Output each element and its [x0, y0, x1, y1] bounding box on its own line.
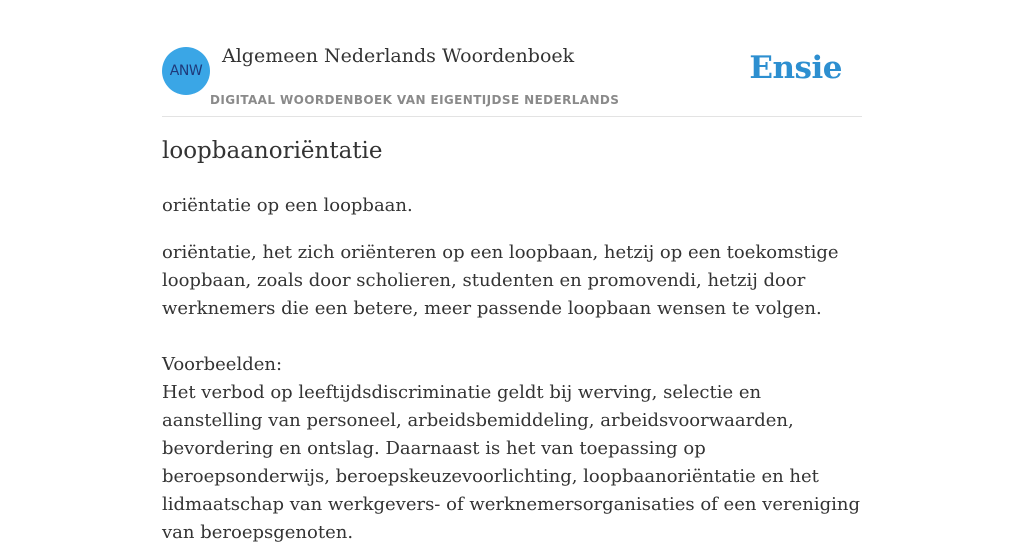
site-subtitle: DIGITAAL WOORDENBOEK VAN EIGENTIJDSE NEDERLANDS — [210, 93, 620, 107]
content-container — [162, 0, 862, 543]
spacer — [162, 323, 862, 351]
short-definition: oriëntatie op een loopbaan. — [162, 195, 413, 216]
ensie-brand-logo[interactable]: Ensie — [749, 50, 842, 86]
examples-label: Voorbeelden: — [162, 354, 283, 375]
definition-body — [162, 239, 862, 547]
definition-text: oriëntatie, het zich oriënteren op een loopbaan, hetzij op een toekomstige loopbaan, zoals door scholieren, studenten en promovendi, hetzij door werknemers die een betere, meer passende loopbaan wensen te volgen. — [162, 242, 839, 319]
site-header — [162, 0, 862, 117]
entry-title: loopbaanoriëntatie — [162, 138, 383, 164]
site-title[interactable]: Algemeen Nederlands Woordenboek — [222, 45, 575, 67]
example-text: Het verbod op leeftijdsdiscriminatie geldt bij werving, selectie en aanstelling van personeel, arbeidsbemiddeling, arbeidsvoorwaarden, bevordering en ontslag. Daarnaast is het van toepassing op beroepsonderwijs, beroepskeuzevoorlichting, loopbaanoriëntatie en het lidmaatschap van werkgevers- of werknemersorganisaties of een vereniging van beroepsgenoten. — [162, 382, 860, 543]
anw-logo[interactable]: ANW — [162, 47, 210, 95]
